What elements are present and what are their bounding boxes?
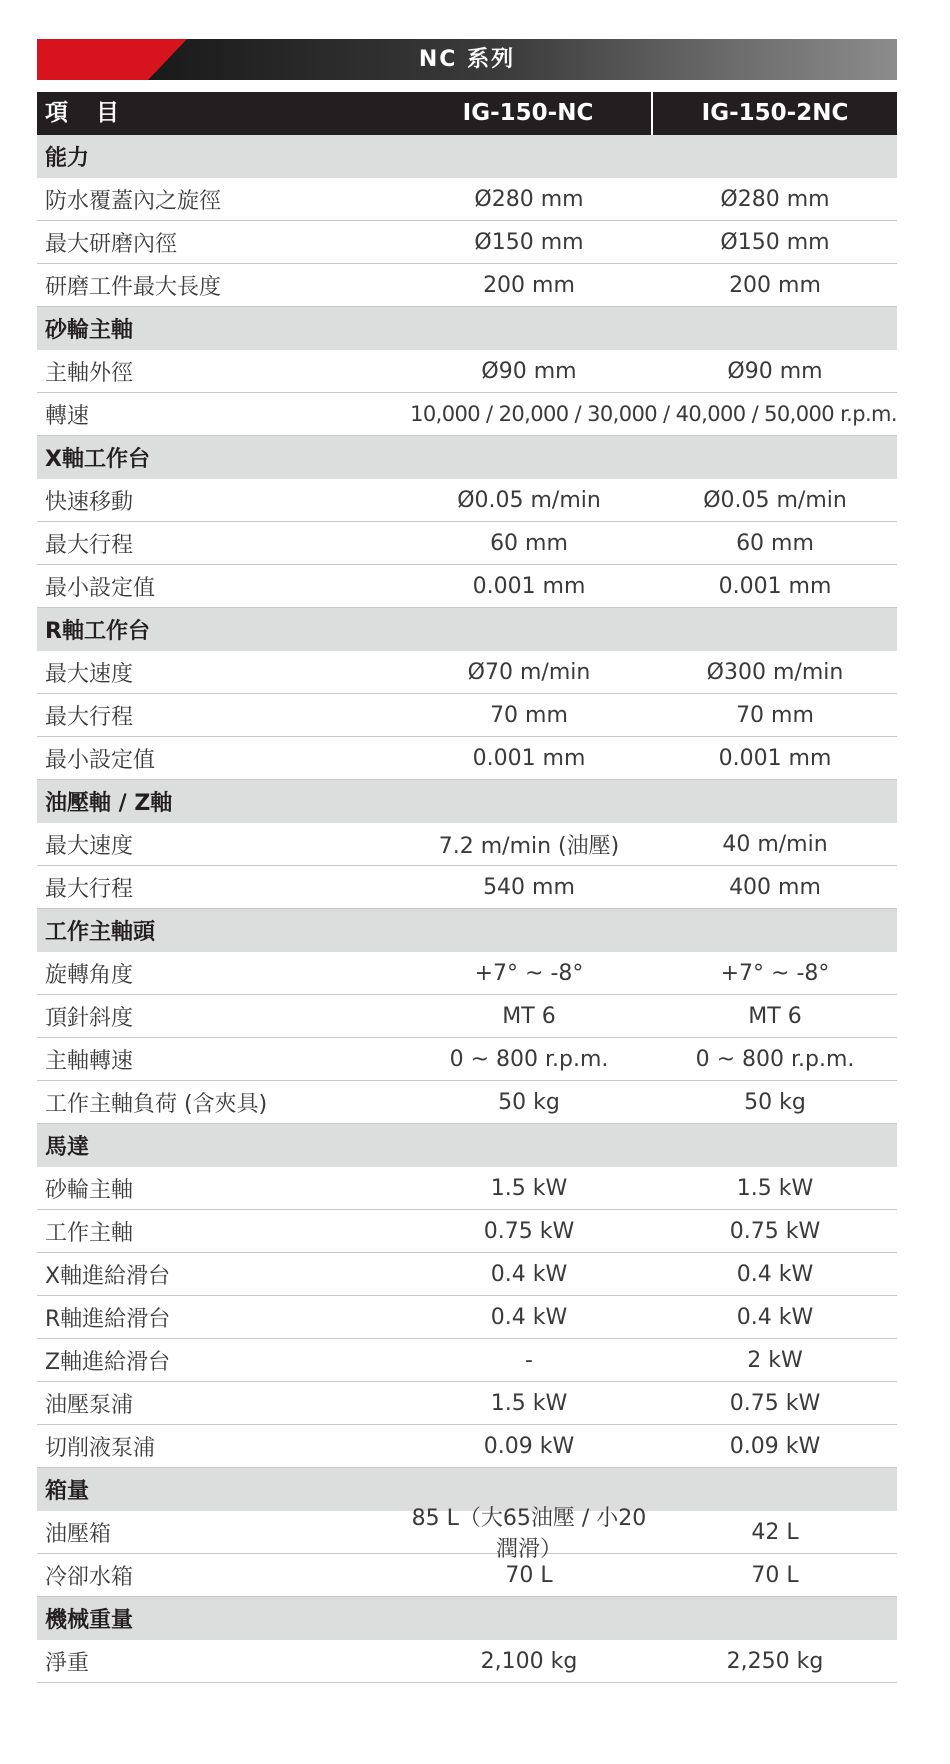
spec-value-model-2: 400 mm [729, 874, 821, 900]
spec-value-model-1: Ø70 m/min [467, 659, 591, 685]
spec-value-model-2: 2 kW [747, 1347, 803, 1373]
spec-row [37, 1210, 897, 1253]
spec-table-body [37, 135, 897, 1683]
spec-value-model-1: 0.09 kW [483, 1433, 575, 1459]
spec-value-model-2: 50 kg [744, 1089, 806, 1115]
header-item-label: 項 目 [45, 100, 130, 126]
spec-label: 轉速 [45, 403, 90, 429]
spec-row [37, 1253, 897, 1296]
spec-value-model-2: 42 L [751, 1519, 799, 1545]
spec-value-model-2: Ø300 m/min [706, 659, 844, 685]
section-header: R軸工作台 [37, 608, 897, 651]
spec-value-model-2: Ø90 mm [727, 358, 823, 384]
spec-label: 最大研磨內徑 [45, 231, 178, 257]
spec-value-model-2: 60 mm [736, 530, 814, 556]
spec-value-model-2: Ø150 mm [720, 229, 830, 255]
spec-row [37, 1038, 897, 1081]
spec-label: 最小設定值 [45, 747, 156, 773]
spec-row [37, 221, 897, 264]
spec-row [37, 393, 897, 436]
section-header: 砂輪主軸 [37, 307, 897, 350]
spec-value-model-1: 0.001 mm [472, 745, 586, 771]
spec-value-model-1: MT 6 [502, 1003, 556, 1029]
spec-value-model-1: 70 L [505, 1562, 553, 1588]
section-header: 能力 [37, 135, 897, 178]
spec-label: 砂輪主軸 [45, 1177, 134, 1203]
spec-row [37, 264, 897, 307]
spec-row [37, 866, 897, 909]
spec-label: 淨重 [45, 1650, 90, 1676]
spec-value-model-2: 0.001 mm [718, 745, 832, 771]
spec-label: 最大行程 [45, 704, 134, 730]
spec-value-model-2: 200 mm [729, 272, 821, 298]
spec-value-model-2: Ø280 mm [720, 186, 830, 212]
spec-row [37, 1167, 897, 1210]
spec-label: R軸進給滑台 [45, 1306, 171, 1332]
spec-label: 油壓箱 [45, 1521, 112, 1547]
spec-value-model-1: Ø280 mm [474, 186, 584, 212]
spec-label: 冷卻水箱 [45, 1564, 134, 1590]
spec-value-model-1: 2,100 kg [480, 1648, 578, 1674]
spec-value-model-1: Ø0.05 m/min [457, 487, 601, 513]
spec-value-model-2: +7° ~ -8° [720, 960, 830, 986]
spec-label: 最大速度 [45, 661, 134, 687]
spec-label: 研磨工件最大長度 [45, 274, 222, 300]
spec-value-model-2: 0.75 kW [729, 1218, 821, 1244]
spec-value-model-2: 70 L [751, 1562, 799, 1588]
spec-value-model-2: 0.4 kW [736, 1261, 814, 1287]
spec-row [37, 1506, 897, 1562]
spec-value-model-1: 1.5 kW [490, 1390, 568, 1416]
spec-value-model-2: 0.001 mm [718, 573, 832, 599]
spec-label: 頂針斜度 [45, 1005, 134, 1031]
spec-row [37, 823, 897, 866]
spec-row [37, 1081, 897, 1124]
spec-value-model-1: 0.75 kW [483, 1218, 575, 1244]
spec-label: 切削液泵浦 [45, 1435, 156, 1461]
spec-row [37, 565, 897, 608]
section-header: X軸工作台 [37, 436, 897, 479]
spec-label: 工作主軸 [45, 1220, 134, 1246]
series-banner [37, 39, 897, 80]
spec-value-model-2: 1.5 kW [736, 1175, 814, 1201]
banner-title: NC 系列 [418, 47, 516, 72]
spec-label: X軸進給滑台 [45, 1263, 171, 1289]
spec-value-model-1: Ø90 mm [481, 358, 577, 384]
section-header: 工作主軸頭 [37, 909, 897, 952]
spec-value-model-2: 0 ~ 800 r.p.m. [695, 1046, 855, 1072]
spec-row [37, 1339, 897, 1382]
spec-value-model-1: 0.4 kW [490, 1304, 568, 1330]
spec-label: 最小設定值 [45, 575, 156, 601]
spec-value-model-2: 0.75 kW [729, 1390, 821, 1416]
spec-label: 最大速度 [45, 833, 134, 859]
spec-label: 旋轉角度 [45, 962, 134, 988]
spec-value-model-1: 0 ~ 800 r.p.m. [449, 1046, 609, 1072]
spec-row [37, 1382, 897, 1425]
spec-label: 最大行程 [45, 876, 134, 902]
table-header [37, 92, 897, 135]
spec-value-model-1: 1.5 kW [490, 1175, 568, 1201]
section-header: 馬達 [37, 1124, 897, 1167]
spec-value-model-2: 0.09 kW [729, 1433, 821, 1459]
spec-value-model-2: 2,250 kg [726, 1648, 824, 1674]
spec-label: 油壓泵浦 [45, 1392, 134, 1418]
section-header: 油壓軸 / Z軸 [37, 780, 897, 823]
spec-value-model-1: 0.4 kW [490, 1261, 568, 1287]
spec-value-model-1: 7.2 m/min (油壓) [438, 833, 620, 859]
section-header: 箱量 [37, 1468, 897, 1511]
spec-label: Z軸進給滑台 [45, 1349, 171, 1375]
spec-label: 最大行程 [45, 532, 134, 558]
spec-value-model-1: 0.001 mm [472, 573, 586, 599]
spec-row [37, 995, 897, 1038]
spec-value-model-1: - [525, 1347, 533, 1373]
spec-row [37, 1640, 897, 1683]
spec-value-model-2: 40 m/min [722, 831, 828, 857]
spec-value-model-1: 50 kg [498, 1089, 560, 1115]
spec-value-model-1: 60 mm [490, 530, 568, 556]
spec-row [37, 952, 897, 995]
spec-value-model-1: 200 mm [483, 272, 575, 298]
section-header: 機械重量 [37, 1597, 897, 1640]
spec-row [37, 350, 897, 393]
spec-value-model-1: 540 mm [483, 874, 575, 900]
spec-value-shared: 10,000 / 20,000 / 30,000 / 40,000 / 50,000 r.p.m. [410, 402, 897, 426]
spec-row [37, 178, 897, 221]
spec-row [37, 1425, 897, 1468]
spec-sheet [37, 39, 897, 1683]
spec-value-model-2: MT 6 [748, 1003, 802, 1029]
spec-row [37, 479, 897, 522]
spec-row [37, 651, 897, 694]
header-model-2: IG-150-2NC [701, 100, 849, 126]
spec-row [37, 737, 897, 780]
spec-label: 主軸轉速 [45, 1048, 134, 1074]
spec-label: 工作主軸負荷 (含夾具) [45, 1091, 268, 1117]
spec-label: 主軸外徑 [45, 360, 134, 386]
spec-row [37, 694, 897, 737]
spec-value-model-2: 70 mm [736, 702, 814, 728]
spec-row [37, 1296, 897, 1339]
spec-value-model-1: 85 L（大65油壓 / 小20潤滑） [411, 1506, 647, 1562]
spec-value-model-1: 70 mm [490, 702, 568, 728]
spec-label: 防水覆蓋內之旋徑 [45, 188, 222, 214]
spec-label: 快速移動 [45, 489, 134, 515]
spec-value-model-1: Ø150 mm [474, 229, 584, 255]
spec-value-model-2: 0.4 kW [736, 1304, 814, 1330]
spec-value-model-2: Ø0.05 m/min [703, 487, 847, 513]
spec-value-model-1: +7° ~ -8° [474, 960, 584, 986]
header-model-1: IG-150-NC [405, 92, 653, 135]
spec-row [37, 522, 897, 565]
